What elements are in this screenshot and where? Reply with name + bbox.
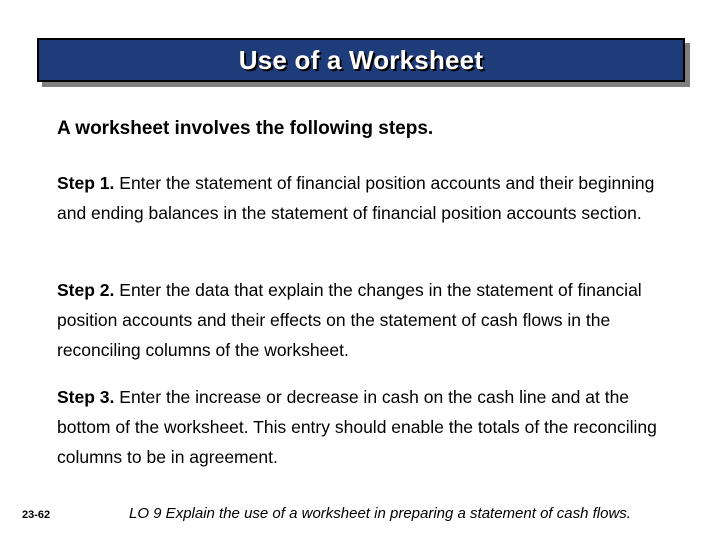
intro-text: A worksheet involves the following steps. xyxy=(57,118,434,139)
step-1 xyxy=(57,168,677,228)
step-2 xyxy=(57,275,677,365)
step-2-label: Step 2. xyxy=(57,280,115,300)
step-3 xyxy=(57,382,677,472)
step-3-text: Enter the increase or decrease in cash on the cash line and at the bottom of the worksheet. This entry should enable the totals of the reconciling columns to be in agreement. xyxy=(57,387,657,467)
learning-objective: LO 9 Explain the use of a worksheet in preparing a statement of cash flows. xyxy=(129,505,631,522)
step-1-label: Step 1. xyxy=(57,173,115,193)
slide-number: 23-62 xyxy=(22,509,51,521)
step-2-text: Enter the data that explain the changes in the statement of financial position accounts and their effects on the statement of cash flows in the reconciling columns of the worksheet. xyxy=(57,280,642,360)
step-1-text: Enter the statement of financial position accounts and their beginning and ending balances in the statement of financial position accounts section. xyxy=(57,173,655,223)
slide-title: Use of a Worksheet xyxy=(238,44,484,75)
title-banner xyxy=(37,38,685,82)
step-3-label: Step 3. xyxy=(57,387,115,407)
